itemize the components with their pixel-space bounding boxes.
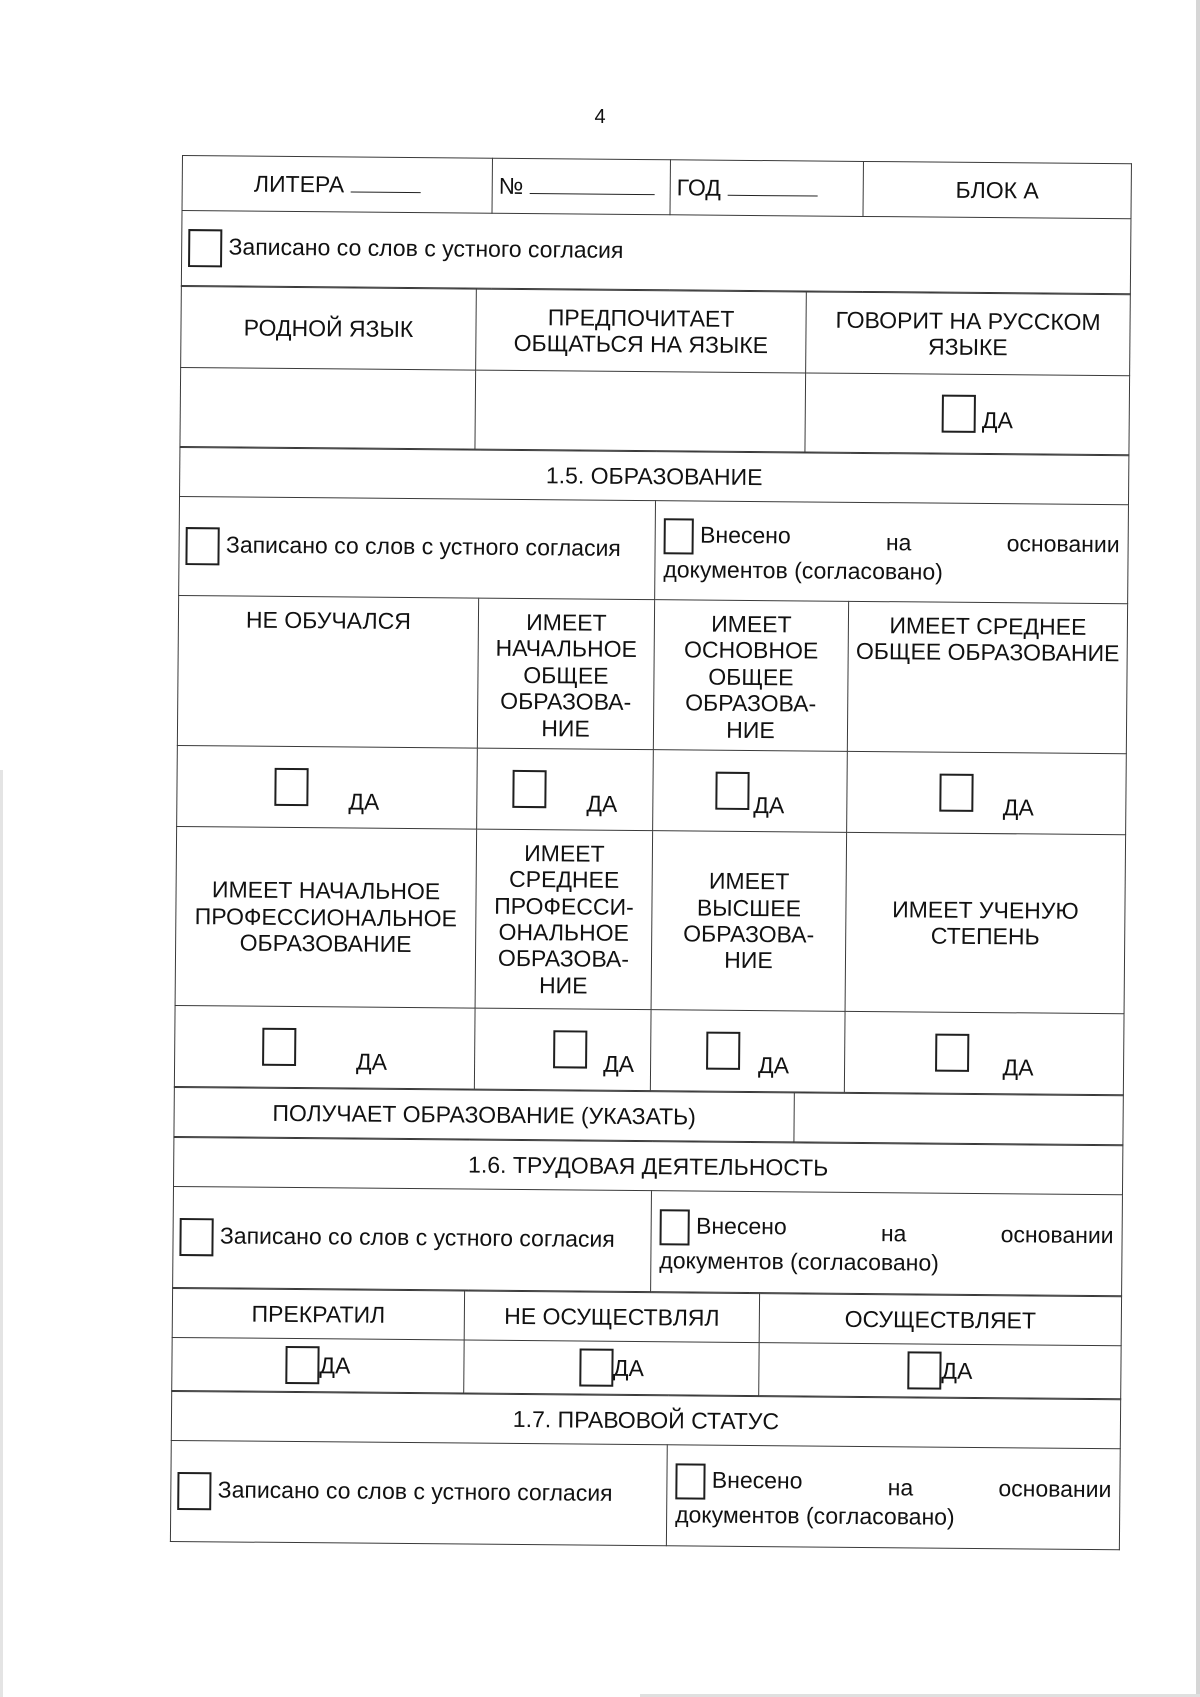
- edu-not-studied-checkbox[interactable]: [274, 768, 308, 806]
- preferred-language-header: ПРЕДПОЧИТАЕТ ОБЩАТЬСЯ НА ЯЗЫКЕ: [476, 289, 807, 373]
- edu-receiving-field[interactable]: [794, 1093, 1123, 1145]
- edu-primary-general-yes-label: ДА: [586, 790, 618, 817]
- legal-oral-consent-cell: [170, 1440, 667, 1545]
- speaks-russian-yes-label: ДА: [981, 407, 1013, 434]
- labor-never-yes-label: ДА: [612, 1354, 644, 1382]
- year-field[interactable]: [727, 195, 817, 197]
- litera-cell: [182, 156, 492, 214]
- doc-consent-word-2: на: [885, 529, 912, 556]
- legal-doc-consent-word-3: основании: [998, 1475, 1112, 1503]
- edu-primary-general-checkbox[interactable]: [512, 770, 546, 808]
- education-table: [174, 447, 1130, 1095]
- labor-oral-consent-cell: [173, 1186, 652, 1291]
- edu-receiving-label: ПОЛУЧАЕТ ОБРАЗОВАНИЕ (УКАЗАТЬ): [174, 1087, 794, 1141]
- labor-doc-consent-line-2: документов (согласовано): [659, 1246, 939, 1276]
- oral-consent-label: Записано со слов с устного согласия: [228, 233, 624, 263]
- edu-primary-vocational-checkbox[interactable]: [262, 1028, 296, 1066]
- edu-primary-vocational-yes-cell: [174, 1005, 475, 1089]
- labor-never-checkbox[interactable]: [579, 1349, 613, 1387]
- edu-primary-vocational-header: ИМЕЕТ НАЧАЛЬНОЕ ПРОФЕССИОНАЛЬНОЕ ОБРАЗОВАНИЕ: [175, 826, 477, 1008]
- header-table: [181, 155, 1132, 294]
- legal-section-title: 1.7. ПРАВОВОЙ СТАТУС: [171, 1391, 1120, 1448]
- edu-not-studied-header: НЕ ОБУЧАЛСЯ: [177, 595, 478, 748]
- edu-basic-general-checkbox[interactable]: [715, 772, 749, 810]
- edu-secondary-vocational-yes-label: ДА: [603, 1050, 635, 1077]
- edu-academic-degree-checkbox[interactable]: [935, 1034, 969, 1072]
- labor-active-yes-cell: [759, 1343, 1121, 1399]
- edu-secondary-general-header: ИМЕЕТ СРЕДНЕЕ ОБЩЕЕ ОБРАЗОВАНИЕ: [847, 601, 1127, 753]
- speaks-russian-header: ГОВОРИТ НА РУССКОМ ЯЗЫКЕ: [806, 292, 1131, 376]
- speaks-russian-checkbox[interactable]: [941, 395, 975, 433]
- edu-higher-yes-label: ДА: [758, 1051, 790, 1078]
- education-section-title: 1.5. ОБРАЗОВАНИЕ: [180, 447, 1129, 504]
- labor-doc-consent-word-1: Внесено: [695, 1212, 787, 1240]
- labor-stopped-yes-label: ДА: [319, 1352, 351, 1379]
- oral-consent-checkbox[interactable]: [188, 229, 222, 267]
- litera-label: ЛИТЕРА: [253, 170, 345, 198]
- speaks-russian-yes-cell: [805, 373, 1130, 455]
- edu-secondary-general-checkbox[interactable]: [939, 774, 973, 812]
- questionnaire-form: [170, 155, 1132, 1550]
- education-oral-consent-checkbox[interactable]: [185, 527, 219, 565]
- education-receiving-table: [173, 1087, 1123, 1145]
- edu-academic-degree-header: ИМЕЕТ УЧЕНУЮ СТЕПЕНЬ: [845, 832, 1126, 1013]
- scan-edge-left: [0, 770, 3, 1697]
- block-cell: [863, 161, 1131, 218]
- labor-doc-consent-cell: [651, 1191, 1123, 1296]
- native-language-field[interactable]: [180, 367, 476, 449]
- labor-table: [172, 1137, 1123, 1296]
- edu-basic-general-yes-cell: [653, 750, 848, 833]
- edu-primary-general-header: ИМЕЕТ НАЧАЛЬНОЕ ОБЩЕЕ ОБРАЗОВА-НИЕ: [477, 598, 654, 750]
- edu-secondary-general-yes-label: ДА: [1002, 793, 1034, 821]
- year-cell: [670, 160, 863, 217]
- labor-active-header: ОСУЩЕСТВЛЯЕТ: [759, 1294, 1121, 1346]
- labor-stopped-yes-cell: [172, 1337, 464, 1393]
- number-field[interactable]: [530, 193, 655, 195]
- doc-consent-word-1: Внесено: [699, 521, 791, 549]
- edu-higher-yes-cell: [650, 1010, 845, 1093]
- block-label: БЛОК А: [955, 176, 1039, 204]
- edu-not-studied-yes-cell: [177, 745, 478, 829]
- edu-basic-general-yes-label: ДА: [753, 791, 785, 818]
- labor-stopped-header: ПРЕКРАТИЛ: [172, 1288, 464, 1340]
- litera-field[interactable]: [350, 191, 420, 193]
- edu-higher-header: ИМЕЕТ ВЫСШЕЕ ОБРАЗОВА-НИЕ: [651, 831, 847, 1012]
- legal-oral-consent-label: Записано со слов с устного согласия: [217, 1476, 613, 1506]
- number-label: №: [498, 172, 524, 199]
- edu-not-studied-yes-label: ДА: [348, 788, 380, 815]
- doc-consent-line-2: документов (согласовано): [663, 555, 944, 585]
- labor-stopped-checkbox[interactable]: [285, 1346, 319, 1384]
- edu-primary-vocational-yes-label: ДА: [356, 1048, 388, 1075]
- labor-active-yes-label: ДА: [941, 1357, 973, 1385]
- native-language-header: РОДНОЙ ЯЗЫК: [181, 286, 477, 370]
- edu-secondary-vocational-checkbox[interactable]: [553, 1030, 587, 1068]
- language-consent-cell: [181, 211, 1131, 294]
- labor-active-checkbox[interactable]: [907, 1351, 941, 1389]
- page-number: 4: [594, 106, 606, 128]
- doc-consent-word-3: основании: [1006, 530, 1120, 558]
- number-cell: [492, 158, 670, 215]
- legal-doc-consent-checkbox[interactable]: [675, 1463, 705, 1499]
- legal-oral-consent-checkbox[interactable]: [177, 1472, 211, 1510]
- scan-edge-right: [1196, 0, 1200, 1697]
- labor-doc-consent-checkbox[interactable]: [660, 1209, 690, 1245]
- language-table: [179, 286, 1130, 455]
- education-oral-consent-label: Записано со слов с устного согласия: [225, 531, 621, 561]
- labor-doc-consent-word-3: основании: [1000, 1221, 1114, 1249]
- labor-oral-consent-label: Записано со слов с устного согласия: [219, 1222, 615, 1252]
- labor-never-yes-cell: [464, 1340, 759, 1396]
- edu-higher-checkbox[interactable]: [706, 1032, 740, 1070]
- legal-doc-consent-cell: [666, 1445, 1120, 1550]
- labor-doc-consent-word-2: на: [880, 1220, 907, 1247]
- edu-academic-degree-yes-cell: [844, 1011, 1124, 1094]
- year-label: ГОД: [676, 174, 721, 201]
- labor-options-table: [171, 1288, 1122, 1399]
- preferred-language-field[interactable]: [475, 370, 806, 452]
- labor-oral-consent-checkbox[interactable]: [179, 1218, 213, 1256]
- labor-section-title: 1.6. ТРУДОВАЯ ДЕЯТЕЛЬНОСТЬ: [173, 1137, 1122, 1194]
- edu-secondary-vocational-yes-cell: [474, 1008, 651, 1091]
- edu-academic-degree-yes-label: ДА: [1002, 1053, 1034, 1081]
- edu-primary-general-yes-cell: [477, 748, 654, 831]
- education-doc-consent-checkbox[interactable]: [664, 518, 694, 554]
- legal-doc-consent-word-2: на: [887, 1474, 914, 1501]
- education-oral-consent-cell: [179, 496, 656, 599]
- legal-table: [170, 1391, 1121, 1550]
- edu-secondary-vocational-header: ИМЕЕТ СРЕДНЕЕ ПРОФЕССИ-ОНАЛЬНОЕ ОБРАЗОВА-НИЕ: [475, 829, 653, 1010]
- legal-doc-consent-word-1: Внесено: [711, 1466, 803, 1494]
- edu-basic-general-header: ИМЕЕТ ОСНОВНОЕ ОБЩЕЕ ОБРАЗОВА-НИЕ: [653, 600, 848, 752]
- legal-doc-consent-line-2: документов (согласовано): [675, 1501, 955, 1530]
- labor-never-header: НЕ ОСУЩЕСТВЛЯЛ: [464, 1291, 759, 1343]
- education-doc-consent-cell: [655, 501, 1129, 604]
- edu-secondary-general-yes-cell: [847, 751, 1127, 834]
